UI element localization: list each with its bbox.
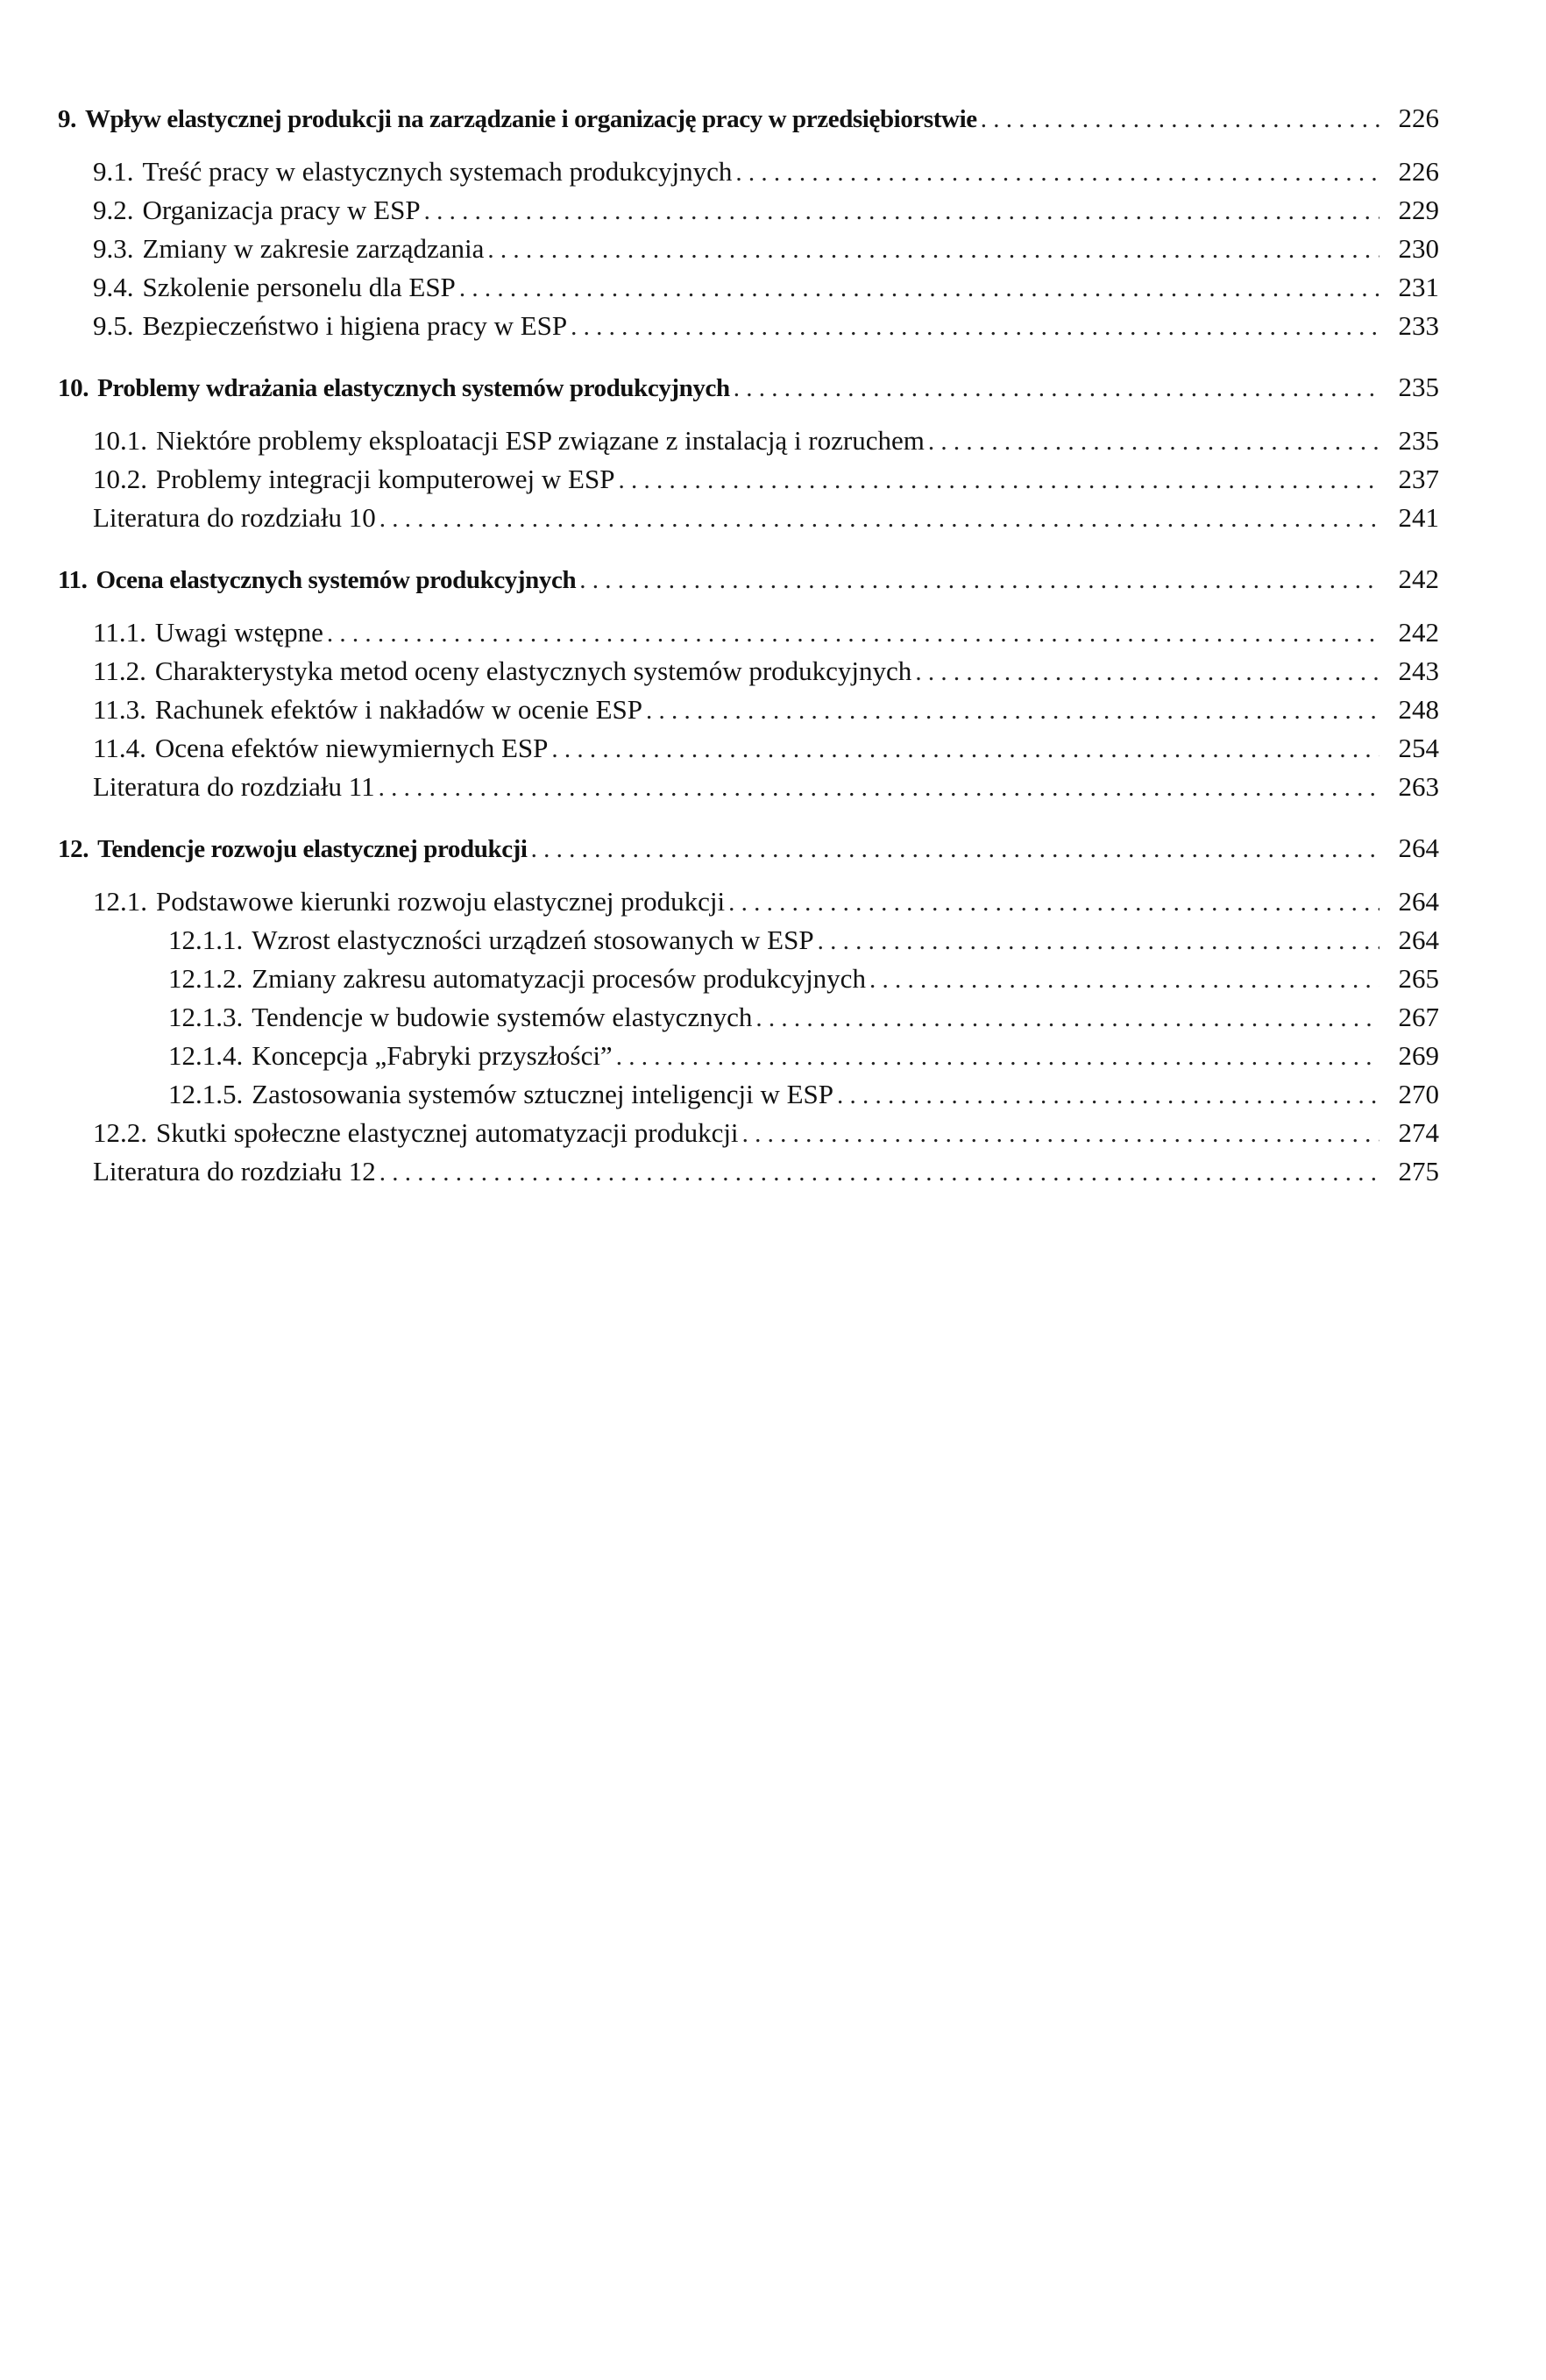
toc-title: Zmiany zakresu automatyzacji procesów produkcyjnych: [252, 963, 866, 994]
toc-chapter: [58, 368, 1439, 407]
toc-page-number: 270: [1398, 1079, 1439, 1109]
toc-number: 10.1.: [93, 425, 147, 456]
toc-number: 12.1.: [93, 886, 147, 917]
toc-title: Charakterystyka metod oceny elastycznych systemów produkcyjnych: [154, 655, 912, 686]
toc-number: 11.4.: [93, 733, 146, 763]
toc-title: Wzrost elastyczności urządzeń stosowanych w ESP: [252, 924, 814, 955]
toc-number: 12.1.2.: [168, 963, 244, 994]
toc-number: 11.2.: [93, 655, 146, 686]
toc-title: Tendencje w budowie systemów elastycznych: [252, 1002, 753, 1032]
toc-section: [58, 152, 1439, 191]
toc-section: [58, 268, 1439, 307]
toc-number: 9.4.: [93, 272, 134, 302]
toc-section: [58, 729, 1439, 768]
toc-title: Ocena elastycznych systemów produkcyjnych: [96, 566, 577, 594]
dot-leader: [551, 730, 1379, 769]
toc-title: Tendencje rozwoju elastycznej produkcji: [97, 835, 528, 863]
toc-title: Bezpieczeństwo i higiena pracy w ESP: [142, 310, 568, 341]
toc-page-number: 269: [1398, 1040, 1439, 1071]
toc-number: 12.1.3.: [168, 1002, 244, 1032]
toc-title: Wpływ elastycznej produkcji na zarządzanie i organizację pracy w przedsiębiorstwie: [84, 105, 977, 133]
toc-title: Koncepcja „Fabryki przyszłości”: [252, 1040, 613, 1071]
dot-leader: [646, 691, 1379, 730]
toc-section: [58, 613, 1439, 652]
dot-leader: [487, 230, 1379, 269]
toc-page-number: 263: [1398, 771, 1439, 802]
toc-title: Zastosowania systemów sztucznej inteligencji w ESP: [252, 1079, 834, 1109]
toc-number: 11.3.: [93, 694, 146, 725]
toc-page-number: 242: [1398, 563, 1439, 594]
toc-section: [58, 421, 1439, 460]
toc-page-number: 226: [1398, 156, 1439, 187]
dot-leader: [571, 308, 1379, 346]
toc-title: Literatura do rozdziału 10: [93, 502, 376, 533]
toc-number: 10.: [58, 374, 89, 402]
toc-number: 12.: [58, 835, 89, 863]
toc-subsection: [58, 921, 1439, 960]
toc-section: [58, 882, 1439, 921]
toc-subsection: [58, 1075, 1439, 1114]
toc-section: [58, 191, 1439, 230]
dot-leader: [379, 1153, 1379, 1192]
toc-page-number: 226: [1398, 103, 1439, 133]
toc-section: [58, 1114, 1439, 1152]
toc-page-number: 235: [1398, 372, 1439, 402]
toc-number: 9.5.: [93, 310, 134, 341]
toc-number: 12.1.4.: [168, 1040, 244, 1071]
toc-title: Problemy integracji komputerowej w ESP: [156, 464, 615, 494]
dot-leader: [734, 369, 1379, 407]
toc-page-number: 241: [1398, 502, 1439, 533]
toc-page-number: 265: [1398, 963, 1439, 994]
toc-page-number: 264: [1398, 924, 1439, 955]
toc-section: [58, 691, 1439, 729]
table-of-contents: [58, 99, 1439, 1191]
toc-title: Treść pracy w elastycznych systemach produkcyjnych: [142, 156, 733, 187]
toc-page-number: 230: [1398, 233, 1439, 264]
toc-title: Literatura do rozdziału 12: [93, 1156, 376, 1186]
toc-title: Rachunek efektów i nakładów w ocenie ESP: [154, 694, 642, 725]
dot-leader: [818, 922, 1379, 960]
toc-section: [58, 460, 1439, 499]
dot-leader: [915, 653, 1379, 691]
toc-title: Organizacja pracy w ESP: [142, 195, 421, 225]
toc-literature: [58, 499, 1439, 537]
toc-page-number: 235: [1398, 425, 1439, 456]
dot-leader: [618, 461, 1379, 499]
toc-title: Skutki społeczne elastycznej automatyzacji produkcji: [156, 1117, 739, 1148]
toc-page-number: 275: [1398, 1156, 1439, 1186]
dot-leader: [869, 960, 1379, 999]
toc-title: Szkolenie personelu dla ESP: [142, 272, 456, 302]
toc-chapter: [58, 99, 1439, 138]
dot-leader: [531, 830, 1379, 868]
toc-page-number: 237: [1398, 464, 1439, 494]
dot-leader: [728, 883, 1379, 922]
toc-title: Ocena efektów niewymiernych ESP: [154, 733, 549, 763]
toc-chapter: [58, 829, 1439, 868]
toc-number: 9.1.: [93, 156, 134, 187]
dot-leader: [459, 269, 1379, 308]
toc-subsection: [58, 960, 1439, 998]
dot-leader: [327, 614, 1379, 653]
toc-section: [58, 652, 1439, 691]
toc-subsection: [58, 998, 1439, 1037]
dot-leader: [424, 192, 1379, 230]
toc-title: Problemy wdrażania elastycznych systemów produkcyjnych: [97, 374, 730, 402]
toc-page-number: 229: [1398, 195, 1439, 225]
toc-number: 12.1.1.: [168, 924, 244, 955]
toc-page-number: 243: [1398, 655, 1439, 686]
toc-number: 12.1.5.: [168, 1079, 244, 1109]
dot-leader: [579, 561, 1379, 599]
toc-subsection: [58, 1037, 1439, 1075]
dot-leader: [981, 100, 1379, 138]
toc-section: [58, 230, 1439, 268]
toc-number: 12.2.: [93, 1117, 147, 1148]
dot-leader: [742, 1115, 1379, 1153]
toc-literature: [58, 1152, 1439, 1191]
toc-page-number: 233: [1398, 310, 1439, 341]
toc-page-number: 264: [1398, 832, 1439, 863]
toc-title: Literatura do rozdziału 11: [93, 771, 375, 802]
dot-leader: [837, 1076, 1379, 1115]
toc-number: 10.2.: [93, 464, 147, 494]
toc-page-number: 231: [1398, 272, 1439, 302]
toc-page-number: 267: [1398, 1002, 1439, 1032]
toc-page-number: 242: [1398, 617, 1439, 648]
toc-title: Zmiany w zakresie zarządzania: [142, 233, 485, 264]
toc-number: 9.3.: [93, 233, 134, 264]
toc-chapter: [58, 560, 1439, 599]
toc-page-number: 264: [1398, 886, 1439, 917]
toc-number: 9.2.: [93, 195, 134, 225]
dot-leader: [735, 153, 1379, 192]
toc-page-number: 248: [1398, 694, 1439, 725]
dot-leader: [616, 1038, 1379, 1076]
toc-number: 9.: [58, 105, 76, 133]
toc-page-number: 274: [1398, 1117, 1439, 1148]
toc-number: 11.: [58, 566, 88, 594]
toc-title: Podstawowe kierunki rozwoju elastycznej produkcji: [156, 886, 726, 917]
toc-page-number: 254: [1398, 733, 1439, 763]
toc-number: 11.1.: [93, 617, 146, 648]
dot-leader: [928, 422, 1379, 461]
toc-title: Niektóre problemy eksploatacji ESP związane z instalacją i rozruchem: [156, 425, 925, 456]
toc-title: Uwagi wstępne: [154, 617, 323, 648]
toc-section: [58, 307, 1439, 345]
dot-leader: [379, 769, 1379, 807]
dot-leader: [755, 999, 1379, 1038]
toc-literature: [58, 768, 1439, 806]
dot-leader: [379, 499, 1379, 538]
